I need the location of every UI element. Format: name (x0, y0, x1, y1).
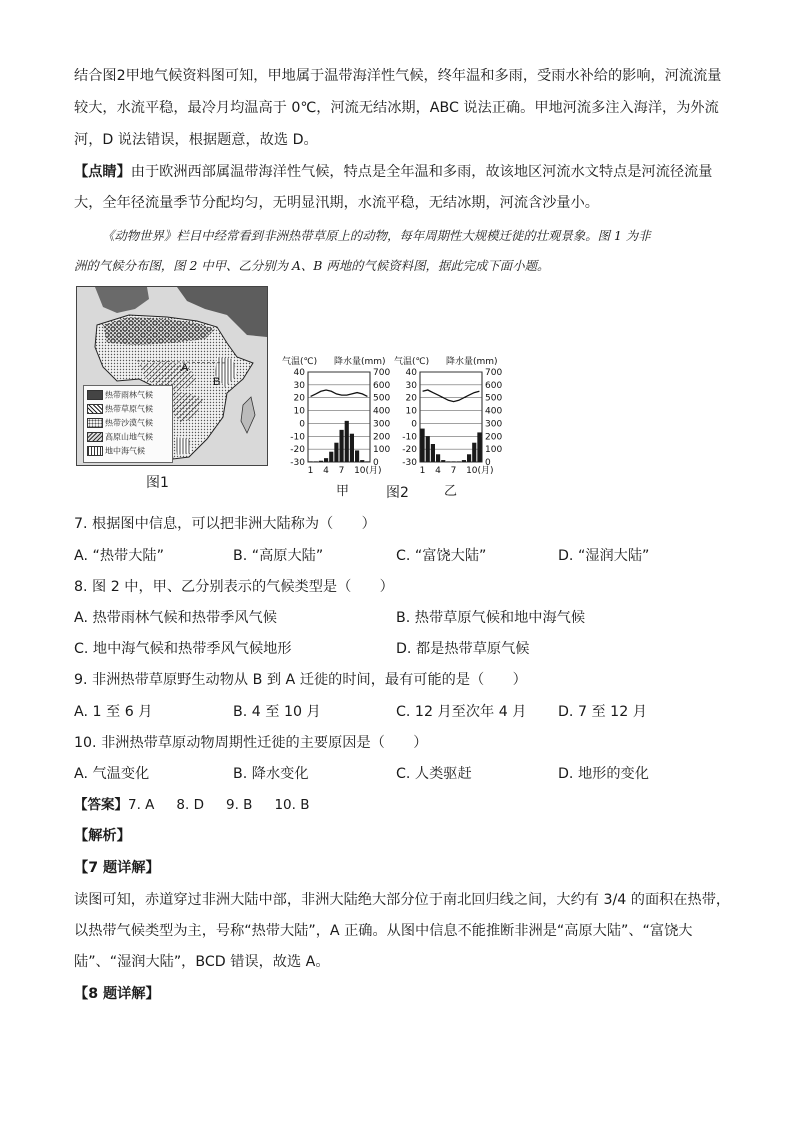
y-left-tick-label: 20 (405, 393, 417, 404)
q7-detail-line2: 以热带气候类型为主，号称“热带大陆”，A 正确。从图中信息不能推断非洲是“高原大陆”、“富饶大 (74, 923, 693, 939)
y-right-tick-label: 600 (485, 380, 503, 391)
point-text-1: 由于欧洲西部属温带海洋性气候，特点是全年温和多雨，故该地区河流水文特点是河流径流量 (130, 164, 713, 180)
y-left-tick-label: -30 (290, 458, 305, 468)
para1-line2: 较大，水流平稳，最冷月均温高于 0℃，河流无结冰期，ABC 说法正确。甲地河流多注入海洋，为外流 (74, 100, 719, 116)
answer-9: 9. B (226, 797, 253, 813)
point-label: 【点睛】 (74, 164, 131, 180)
legend-swatch (87, 418, 103, 428)
q9-option-c: C. 12 月至次年 4 月 (396, 704, 527, 720)
q10-option-d: D. 地形的变化 (558, 766, 649, 782)
x-tick-label: 1 (307, 466, 314, 476)
y-left-tick-label: 10 (293, 406, 305, 417)
legend-swatch (87, 390, 103, 400)
temperature-line (311, 390, 368, 396)
precipitation-bar (436, 454, 440, 462)
intro-line2: 洲的气候分布图，图 2 中甲、乙分别为 A、B 两地的气候资料图，据此完成下面小题。 (74, 258, 550, 273)
x-tick-label: 4 (435, 466, 441, 476)
q8-option-a: A. 热带雨林气候和热带季风气候 (74, 610, 277, 626)
x-tick-label: 7 (450, 466, 457, 476)
q10-option-c: C. 人类驱赶 (396, 766, 472, 782)
q7-detail-label: 【7 题详解】 (74, 860, 160, 876)
q7-option-a: A. “热带大陆” (74, 548, 164, 564)
africa-climate-map (76, 286, 268, 466)
answer-label: 【答案】 (74, 797, 128, 813)
y-left-tick-label: 40 (405, 368, 417, 378)
x-tick-label: 1 (419, 466, 426, 476)
y-left-axis-title: 气温(℃) (282, 357, 318, 367)
precipitation-bar (350, 434, 354, 462)
map-legend (83, 385, 173, 463)
y-right-tick-label: 400 (485, 406, 503, 417)
answer-10: 10. B (274, 797, 310, 813)
legend-item: 地中海气候 (87, 446, 145, 457)
y-left-tick-label: 0 (299, 419, 305, 430)
x-tick-label: 7 (338, 466, 345, 476)
x-tick-label: 10(月) (354, 466, 382, 476)
q9-option-d: D. 7 至 12 月 (558, 704, 647, 720)
precipitation-bar (365, 461, 369, 462)
chart-jia-caption: 甲 (336, 484, 350, 499)
precipitation-bar (472, 443, 476, 462)
precipitation-bar (360, 460, 364, 462)
q7-stem: 7. 根据图中信息，可以把非洲大陆称为（ ） (74, 516, 376, 532)
q8-option-d: D. 都是热带草原气候 (396, 641, 530, 657)
precipitation-bar (355, 450, 359, 462)
y-left-tick-label: 30 (405, 380, 417, 391)
q9-option-b: B. 4 至 10 月 (233, 704, 321, 720)
para1-line1: 结合图2甲地气候资料图可知，甲地属于温带海洋性气候，终年温和多雨，受雨水补给的影响，河流流量 (74, 68, 722, 84)
precipitation-bar (345, 421, 349, 462)
y-right-tick-label: 0 (373, 458, 379, 468)
precipitation-bar (441, 460, 445, 462)
y-right-tick-label: 0 (485, 458, 491, 468)
y-right-tick-label: 100 (485, 445, 503, 456)
y-right-tick-label: 600 (373, 380, 391, 391)
point-line2: 大，全年径流量季节分配均匀，无明显汛期，水流平稳，无结冰期，河流含沙量小。 (74, 195, 599, 211)
y-right-tick-label: 300 (485, 419, 503, 430)
y-left-tick-label: 40 (293, 368, 305, 378)
q9-option-a: A. 1 至 6 月 (74, 704, 153, 720)
y-right-axis-title: 降水量(mm) (446, 357, 498, 367)
y-right-tick-label: 500 (373, 393, 391, 404)
precipitation-bar (462, 460, 466, 462)
q10-option-b: B. 降水变化 (233, 766, 309, 782)
y-left-tick-label: 20 (293, 393, 305, 404)
precipitation-bar (452, 461, 456, 462)
precipitation-bar (421, 429, 425, 462)
answer-7: 7. A (128, 797, 155, 813)
fig2-caption: 图2 (386, 485, 409, 501)
precipitation-bar (431, 444, 435, 462)
intro-line1: 《动物世界》栏目中经常看到非洲热带草原上的动物，每年周期性大规模迁徙的壮观景象。图 1 为非 (102, 228, 651, 243)
y-right-tick-label: 700 (373, 368, 391, 378)
y-left-tick-label: -30 (402, 458, 417, 468)
precipitation-bar (426, 436, 430, 462)
answer-8: 8. D (176, 797, 204, 813)
y-right-tick-label: 500 (485, 393, 503, 404)
q8-detail-label: 【8 题详解】 (74, 986, 160, 1002)
y-right-tick-label: 100 (373, 445, 391, 456)
legend-item: 热带草原气候 (87, 404, 153, 415)
q8-stem: 8. 图 2 中，甲、乙分别表示的气候类型是（ ） (74, 579, 394, 595)
y-left-tick-label: -10 (290, 432, 305, 443)
y-left-tick-label: 10 (405, 406, 417, 417)
y-left-tick-label: -10 (402, 432, 417, 443)
precipitation-bar (446, 461, 450, 462)
legend-swatch (87, 404, 103, 414)
climate-chart-jia (282, 354, 402, 478)
precipitation-bar (314, 461, 318, 462)
q10-stem: 10. 非洲热带草原动物周期性迁徙的主要原因是（ ） (74, 735, 428, 751)
map-label-b: B (213, 376, 221, 388)
temperature-line (423, 390, 480, 402)
y-right-tick-label: 400 (373, 406, 391, 417)
precipitation-bar (477, 432, 481, 462)
precipitation-bar (309, 461, 313, 462)
legend-swatch (87, 446, 103, 456)
q7-detail-line3: 陆”、“湿润大陆”，BCD 错误，故选 A。 (74, 954, 330, 970)
q7-option-c: C. “富饶大陆” (396, 548, 487, 564)
y-right-tick-label: 300 (373, 419, 391, 430)
legend-item: 热带沙漠气候 (87, 418, 153, 429)
q7-option-d: D. “湿润大陆” (558, 548, 650, 564)
y-right-tick-label: 200 (373, 432, 391, 443)
legend-item: 热带雨林气候 (87, 390, 153, 401)
analysis-label: 【解析】 (74, 828, 131, 844)
y-left-axis-title: 气温(℃) (394, 357, 430, 367)
legend-swatch (87, 432, 103, 442)
y-right-tick-label: 700 (485, 368, 503, 378)
y-left-tick-label: -20 (402, 445, 417, 456)
legend-item: 高原山地气候 (87, 432, 153, 443)
y-left-tick-label: -20 (290, 445, 305, 456)
fig1-caption: 图1 (146, 475, 169, 491)
precipitation-bar (329, 452, 333, 462)
precipitation-bar (467, 454, 471, 462)
x-tick-label: 10(月) (466, 466, 494, 476)
precipitation-bar (324, 458, 328, 462)
q7-detail-line1: 读图可知，赤道穿过非洲大陆中部，非洲大陆绝大部分位于南北回归线之间，大约有 3/4 的面积在热带， (74, 892, 731, 908)
q10-option-a: A. 气温变化 (74, 766, 150, 782)
chart-yi-caption: 乙 (444, 484, 458, 499)
climate-chart-yi (394, 354, 516, 478)
para1-line3: 河，D 说法错误，根据题意，故选 D。 (74, 132, 318, 148)
precipitation-bar (457, 461, 461, 462)
q7-option-b: B. “高原大陆” (233, 548, 324, 564)
precipitation-bar (319, 461, 323, 462)
y-right-axis-title: 降水量(mm) (334, 357, 386, 367)
answer-line (74, 795, 309, 815)
x-tick-label: 4 (323, 466, 329, 476)
map-label-a: A (181, 362, 189, 374)
point-line1 (74, 162, 712, 182)
y-right-tick-label: 200 (485, 432, 503, 443)
q8-option-c: C. 地中海气候和热带季风气候地形 (74, 641, 292, 657)
q9-stem: 9. 非洲热带草原野生动物从 B 到 A 迁徙的时间，最有可能的是（ ） (74, 672, 527, 688)
y-left-tick-label: 0 (411, 419, 417, 430)
precipitation-bar (340, 430, 344, 462)
y-left-tick-label: 30 (293, 380, 305, 391)
precipitation-bar (334, 443, 338, 462)
plot-frame (308, 372, 370, 462)
figure-area (74, 286, 520, 501)
q8-option-b: B. 热带草原气候和地中海气候 (396, 610, 586, 626)
